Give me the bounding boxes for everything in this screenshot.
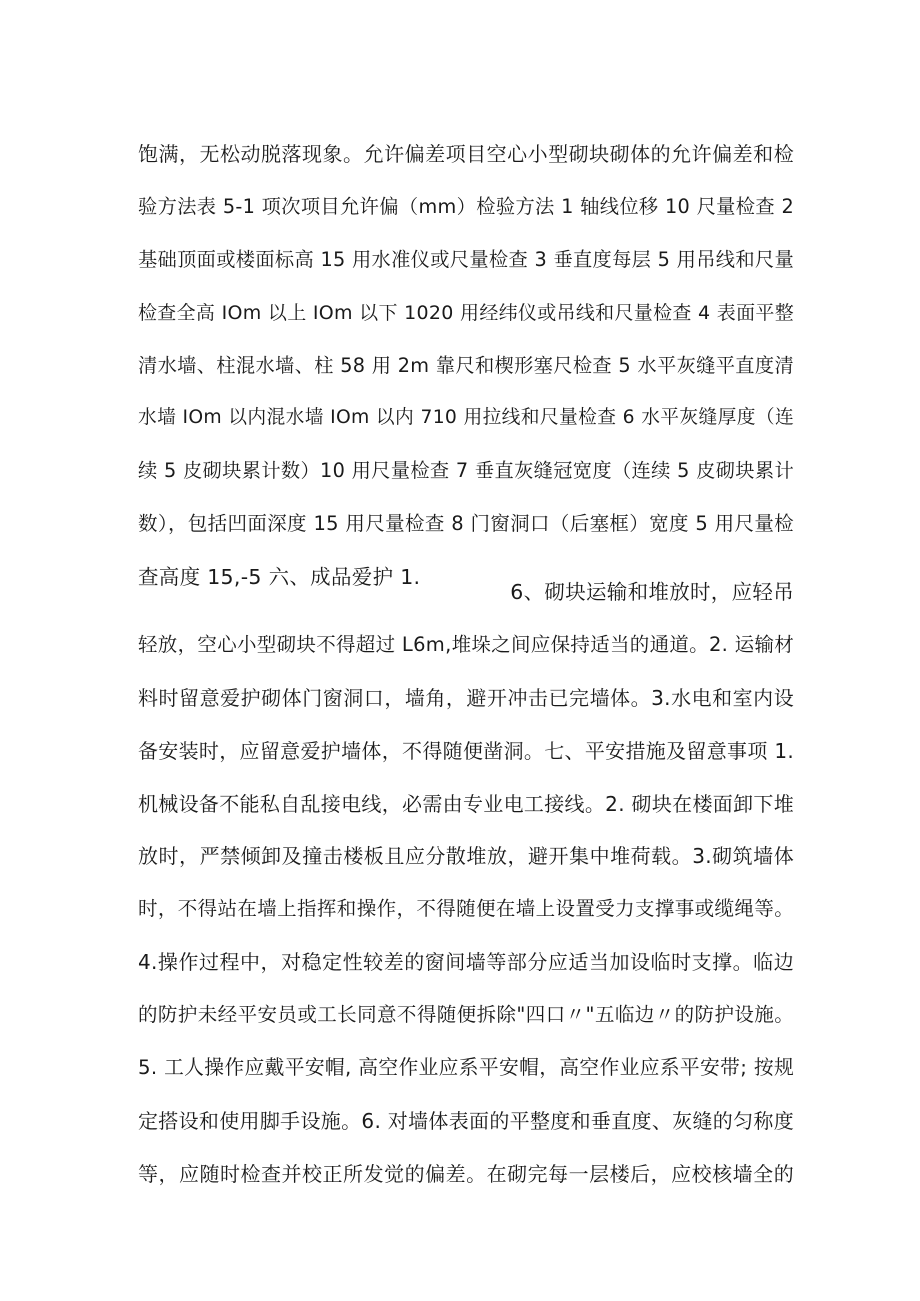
text-line: 4.操作过程中，对稳定性较差的窗间墙等部分应适当加设临时支撑。临边 — [138, 950, 794, 975]
text-line: 机械设备不能私自乱接电线，必需由专业电工接线。2. 砌块在楼面卸下堆 — [138, 791, 794, 816]
text-line: 放时，严禁倾卸及撞击楼板且应分散堆放，避开集中堆荷载。3.砌筑墙体 — [138, 844, 794, 869]
text-line: 定搭设和使用脚手设施。6. 对墙体表面的平整度和垂直度、灰缝的匀称度 — [138, 1108, 794, 1133]
paragraph-protection-safety — [138, 566, 794, 1201]
text-line: 的防护未经平安员或工长同意不得随便拆除"四口〃"五临边〃的防护设施。 — [138, 1003, 794, 1027]
text-line: 查高度 15,-5 六、成品爱护 1. — [138, 565, 421, 590]
text-line: 数），包括凹面深度 15 用尺量检查 8 门窗洞口（后塞框）宽度 5 用尺量检 — [138, 512, 794, 536]
text-line: 5. 工人操作应戴平安帽, 高空作业应系平安帽，高空作业应系平安带; 按规 — [138, 1056, 794, 1080]
paragraph-masonry-tolerance — [138, 128, 794, 604]
text-line: 轻放，空心小型砌块不得超过 L6m,堆垛之间应保持适当的通道。2. 运输材 — [138, 632, 795, 656]
text-line: 料时留意爱护砌体门窗洞口，墙角，避开冲击已完墙体。3.水电和室内设 — [138, 685, 794, 710]
text-line: 续 5 皮砌块累计数）10 用尺量检查 7 垂直灰缝冠宽度（连续 5 皮砌块累计 — [138, 459, 794, 483]
text-line: 基础顶面或楼面标高 15 用水准仪或尺量检查 3 垂直度每层 5 用吊线和尺量 — [138, 247, 794, 271]
text-line: 时，不得站在墙上指挥和操作，不得随便在墙上设置受力支撑事或缆绳等。 — [138, 897, 794, 921]
text-line: 验方法表 5-1 项次项目允许偏（mm）检验方法 1 轴线位移 10 尺量检查 2 — [138, 194, 794, 218]
text-line: 检查全高 IOm 以上 IOm 以下 1020 用经纬仪或吊线和尺量检查 4 表面平整 — [138, 301, 794, 324]
text-line: 饱满，无松动脱落现象。允许偏差项目空心小型砌块砌体的允许偏差和检 — [138, 142, 794, 166]
text-line: 6、砌块运输和堆放时，应轻吊 — [510, 580, 794, 604]
text-line: 备安装时，应留意爱护墙体，不得随便凿洞。七、平安措施及留意事项 1. — [138, 738, 794, 763]
text-line: 清水墙、柱混水墙、柱 58 用 2m 靠尺和楔形塞尺检查 5 水平灰缝平直度清 — [138, 353, 794, 377]
text-line: 等，应随时检查并校正所发觉的偏差。在砌完每一层楼后，应校核墙全的 — [138, 1161, 794, 1186]
text-line: 水墙 IOm 以内混水墙 IOm 以内 710 用拉线和尺量检查 6 水平灰缝厚度（连 — [138, 407, 794, 429]
